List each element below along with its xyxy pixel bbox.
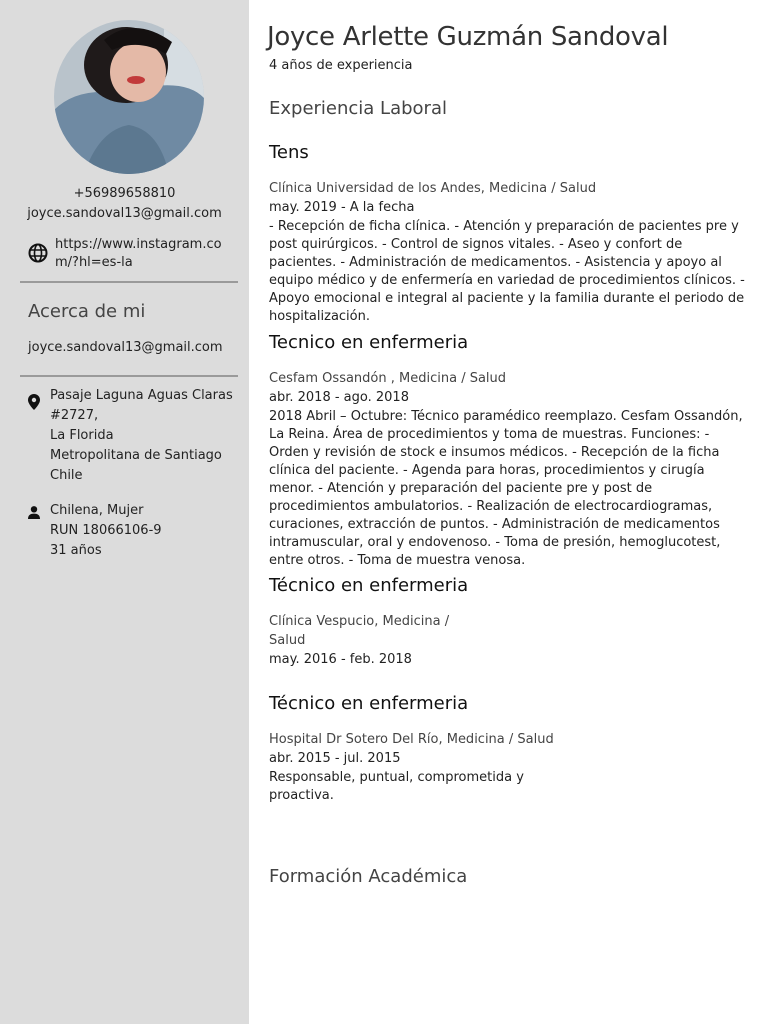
address-line: Chile — [50, 468, 83, 483]
profile-photo — [54, 20, 204, 174]
job-dates: abr. 2015 - jul. 2015 — [269, 751, 401, 766]
job-company: Clínica Vespucio, Medicina / Salud — [269, 614, 450, 648]
job-dates: may. 2016 - feb. 2018 — [269, 652, 412, 667]
job-company: Cesfam Ossandón , Medicina / Salud — [269, 371, 507, 386]
nationality-gender: Chilena, Mujer — [50, 503, 144, 518]
job-description: 2018 Abril – Octubre: Técnico paramédico reemplazo. Cesfam Ossandón, La Reina. Área de procedimientos y toma de muestras. Funciones: - Orden y revisión de stock e insumos médicos. - Recepción de la ficha clínica del paciente. - Agenda para horas, procedimientos y cirugía menor. - Atención y preparación del paciente pre y post de procedimientos ambulatorios. - Realización de electrocardiogramas, curaciones, extracción de puntos. - Administración de medicamentos intramuscular, oral y endovenoso. - Toma de presión, hemoglucotest, entre otros. - Toma de muestra venosa. — [269, 409, 743, 568]
main-content — [249, 0, 768, 1024]
sidebar-divider — [20, 375, 238, 377]
sidebar-divider — [20, 281, 238, 283]
education-heading: Formación Académica — [269, 866, 468, 887]
job-company: Hospital Dr Sotero Del Río, Medicina / Salud — [269, 732, 554, 747]
job-dates: may. 2019 - A la fecha — [269, 200, 415, 215]
experience-years: 4 años de experiencia — [269, 58, 413, 73]
person-icon — [28, 504, 40, 520]
globe-icon — [28, 243, 48, 263]
phone-number: +56989658810 — [73, 186, 176, 201]
age: 31 años — [50, 543, 102, 558]
sidebar — [0, 0, 249, 1024]
job-entry — [269, 692, 554, 805]
instagram-url[interactable]: https://www.instagram.com/?hl=es-la — [55, 237, 222, 270]
job-title: Tecnico en enfermeria — [269, 332, 469, 353]
location-pin-icon — [28, 394, 40, 410]
address-line: #2727, — [50, 408, 99, 423]
address-line: Metropolitana de Santiago — [50, 448, 222, 463]
job-title: Técnico en enfermeria — [269, 693, 469, 714]
about-title: Acerca de mi — [28, 301, 146, 322]
work-experience-heading: Experiencia Laboral — [269, 98, 447, 119]
run-number: RUN 18066106-9 — [50, 523, 162, 538]
candidate-name: Joyce Arlette Guzmán Sandoval — [267, 22, 669, 52]
job-entry — [269, 331, 749, 570]
address-line: Pasaje Laguna Aguas Claras — [50, 388, 233, 403]
job-dates: abr. 2018 - ago. 2018 — [269, 390, 409, 405]
address-line: La Florida — [50, 428, 114, 443]
email-address[interactable]: joyce.sandoval13@gmail.com — [27, 206, 222, 221]
job-description: - Recepción de ficha clínica. - Atención y preparación de pacientes pre y post quirúrgicos. - Control de signos vitales. - Aseo y confort de pacientes. - Administración de medicamentos. - Asistencia y apoyo al equipo médico y de enfermería en variedad de procedimientos clínicos. - Apoyo emocional e integral al paciente y la familia durante el periodo de hospitalización. — [269, 219, 745, 324]
job-title: Técnico en enfermeria — [269, 575, 469, 596]
job-description: Responsable, puntual, comprometida y proactiva. — [269, 770, 524, 803]
job-company: Clínica Universidad de los Andes, Medicina / Salud — [269, 181, 597, 196]
job-entry — [269, 574, 469, 669]
about-email[interactable]: joyce.sandoval13@gmail.com — [28, 340, 223, 355]
job-title: Tens — [269, 142, 309, 163]
job-entry — [269, 141, 749, 326]
